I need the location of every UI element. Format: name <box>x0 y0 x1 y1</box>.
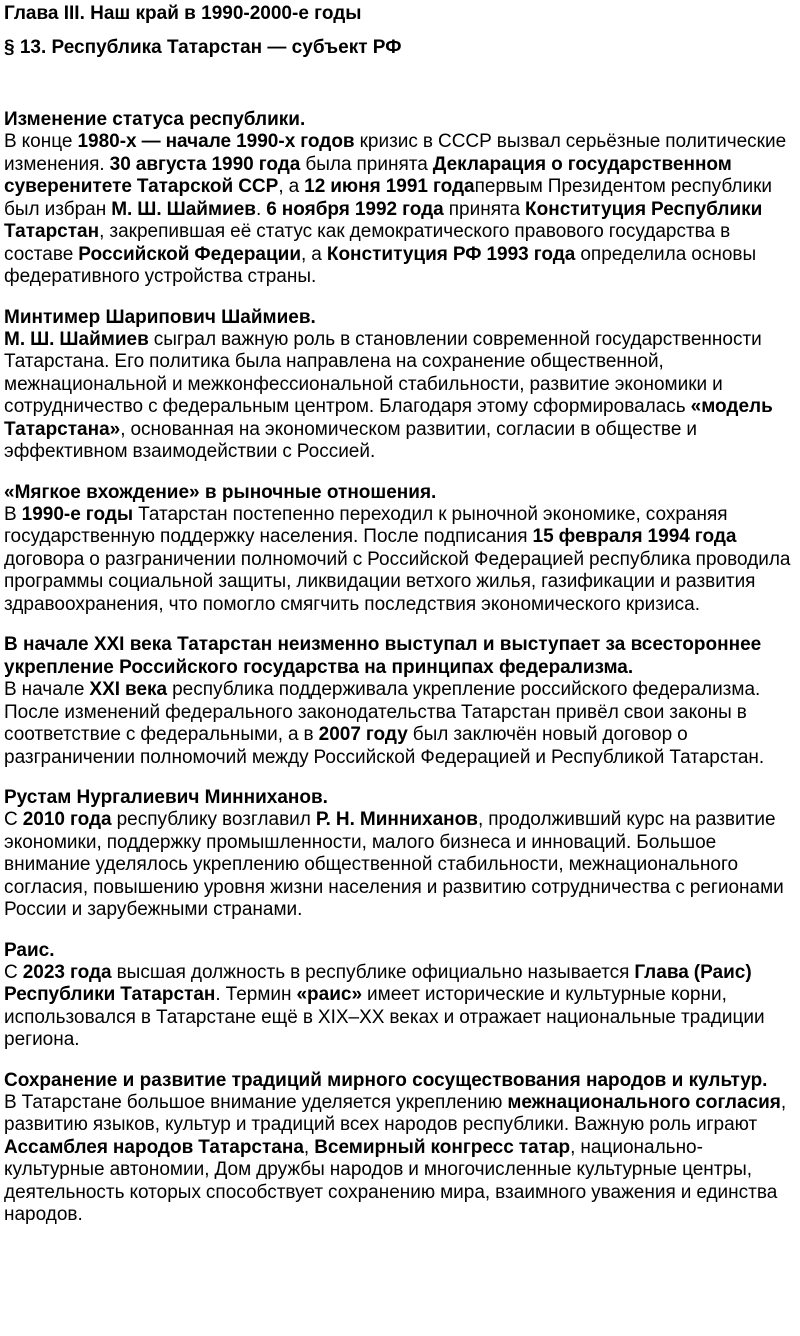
text-run: . Термин <box>215 984 297 1005</box>
section-shaimiev <box>4 306 800 464</box>
bold-term: 2007 году <box>318 724 408 745</box>
bold-term: Р. Н. Минниханов <box>315 809 478 830</box>
text-run: сыграл важную роль в становлении современной государственности Татарстана. Его политика была направлена на сохранение общественной, межнациональной и межконфессиональной стабильности, развитие экономики и сотрудничество с федеральным центром. Благодаря этому сформировалась <box>4 328 762 417</box>
text-run: имеет исторические и культурные корни, использовался в Татарстане ещё в XIX–XX веках и отражает национальные традиции региона. <box>4 984 765 1050</box>
section-body <box>4 962 800 1052</box>
section-soft-entry <box>4 481 800 617</box>
bold-term: 2023 года <box>22 961 112 983</box>
section-heading: Изменение статуса республики. <box>4 109 306 130</box>
section-minnikhanov <box>4 786 800 922</box>
bold-term: Декларация о государственном суверенитете Татарской ССР <box>4 153 732 197</box>
section-body <box>4 1092 800 1227</box>
text-run: была принята <box>300 153 433 175</box>
bold-term: Конституция Республики Татарстан <box>4 198 763 242</box>
bold-term: 6 ноября 1992 года <box>266 198 444 220</box>
text-run: первым Президентом республики был избран <box>4 176 773 220</box>
section-body <box>4 131 800 289</box>
text-run: С <box>4 961 23 983</box>
text-run: , <box>303 1136 315 1158</box>
text-run: определила основы федеративного устройства страны. <box>4 243 757 287</box>
bold-term: Ассамблея народов Татарстана <box>4 1136 304 1158</box>
section-heading: В начале XXI века Татарстан неизменно выступал и выступает за всестороннее укрепление Российского государства на принципах федерализма. <box>4 634 762 678</box>
section-body <box>4 329 800 464</box>
text-run: был заключён новый договор о разграничении полномочий между Российской Федерацией и Республикой Татарстан. <box>4 724 765 768</box>
bold-term: XXI века <box>89 679 168 700</box>
section-peaceful-coexistence <box>4 1069 800 1227</box>
text-run: В <box>4 503 22 525</box>
text-run: , национально-культурные автономии, Дом дружбы народов и многочисленные культурные центры, деятельность которых способствует сохранению мира, взаимного уважения и единства народов. <box>4 1136 778 1225</box>
text-run: , развитию языков, культур и традиций всех народов республики. Важную роль играют <box>4 1091 787 1135</box>
section-heading: Рустам Нургалиевич Минниханов. <box>4 787 328 808</box>
text-run: высшая должность в республике официально называется <box>111 961 635 983</box>
bold-term: 15 февраля 1994 года <box>532 526 737 547</box>
bold-term: «модель Татарстана» <box>4 396 773 440</box>
text-run: В конце <box>4 131 78 152</box>
bold-term: М. Ш. Шаймиев <box>111 198 256 220</box>
text-run: , продолживший курс на развитие экономики, поддержку промышленности, малого бизнеса и инноваций. Большое внимание уделялось укреплению общественной стабильности, межнационального согласия, повышению уровня жизни населения и развитию сотрудничества с регионами России и зарубежными странами. <box>4 809 784 920</box>
text-run: Татарстан постепенно переходил к рыночной экономике, сохраняя государственную поддержку населения. После подписания <box>4 503 728 547</box>
text-run: республику возглавил <box>111 809 316 830</box>
section-heading: «Мягкое вхождение» в рыночные отношения. <box>4 481 437 503</box>
bold-term: межнационального согласия <box>507 1091 781 1113</box>
section-rais <box>4 939 800 1052</box>
text-run: республика поддерживала укрепление российского федерализма. После изменений федерального законодательства Татарстан привёл свои законы в соответствие с федеральными, а в <box>4 679 761 745</box>
section-status-change <box>4 108 800 289</box>
section-body <box>4 504 800 617</box>
section-federalism <box>4 633 800 769</box>
bold-term: «раис» <box>296 984 363 1005</box>
text-run: . <box>255 198 267 220</box>
chapter-title: Глава III. Наш край в 1990-2000-е годы <box>4 3 362 24</box>
bold-term: Конституция РФ 1993 года <box>326 243 576 265</box>
section-heading: Раис. <box>4 939 55 961</box>
bold-term: 12 июня 1991 года <box>304 176 475 197</box>
text-run: , закрепившая её статус как демократического правового государства в составе <box>4 221 731 265</box>
bold-term: 1980-х — начале 1990-х годов <box>77 131 355 152</box>
text-run: , основанная на экономическом развитии, согласии в обществе и эффективном взаимодействии с Россией. <box>4 418 697 462</box>
sections-container <box>4 108 800 1227</box>
bold-term: 30 августа 1990 года <box>109 153 301 175</box>
header-gap <box>4 60 800 108</box>
section-body <box>4 809 800 922</box>
text-run: С <box>4 809 23 830</box>
bold-term: Глава (Раис) Республики Татарстан <box>4 961 752 1005</box>
section-heading: Сохранение и развитие традиций мирного сосуществования народов и культур. <box>4 1069 768 1091</box>
bold-term: Российской Федерации <box>78 243 302 265</box>
text-run: договора о разграничении полномочий с Российской Федерацией республика проводила программы социальной защиты, ликвидации ветхого жилья, газификации и развития здравоохранения, что помогло смягчить последствия экономического кризиса. <box>4 548 791 615</box>
bold-term: М. Ш. Шаймиев <box>4 328 149 350</box>
section-heading: Минтимер Шарипович Шаймиев. <box>4 306 316 328</box>
bold-term: Всемирный конгресс татар <box>314 1136 571 1158</box>
paragraph-title: § 13. Республика Татарстан — субъект РФ <box>4 37 402 58</box>
text-run: , а <box>301 243 327 265</box>
text-run: В начале <box>4 679 90 700</box>
text-run: В Татарстане большое внимание уделяется укреплению <box>4 1091 508 1113</box>
text-run: , а <box>278 176 305 197</box>
text-run: принята <box>443 198 526 220</box>
section-body <box>4 679 800 769</box>
bold-term: 2010 года <box>22 809 112 830</box>
text-run: кризис в СССР вызвал серьёзные политические изменения. <box>4 131 787 175</box>
bold-term: 1990-е годы <box>21 503 134 525</box>
